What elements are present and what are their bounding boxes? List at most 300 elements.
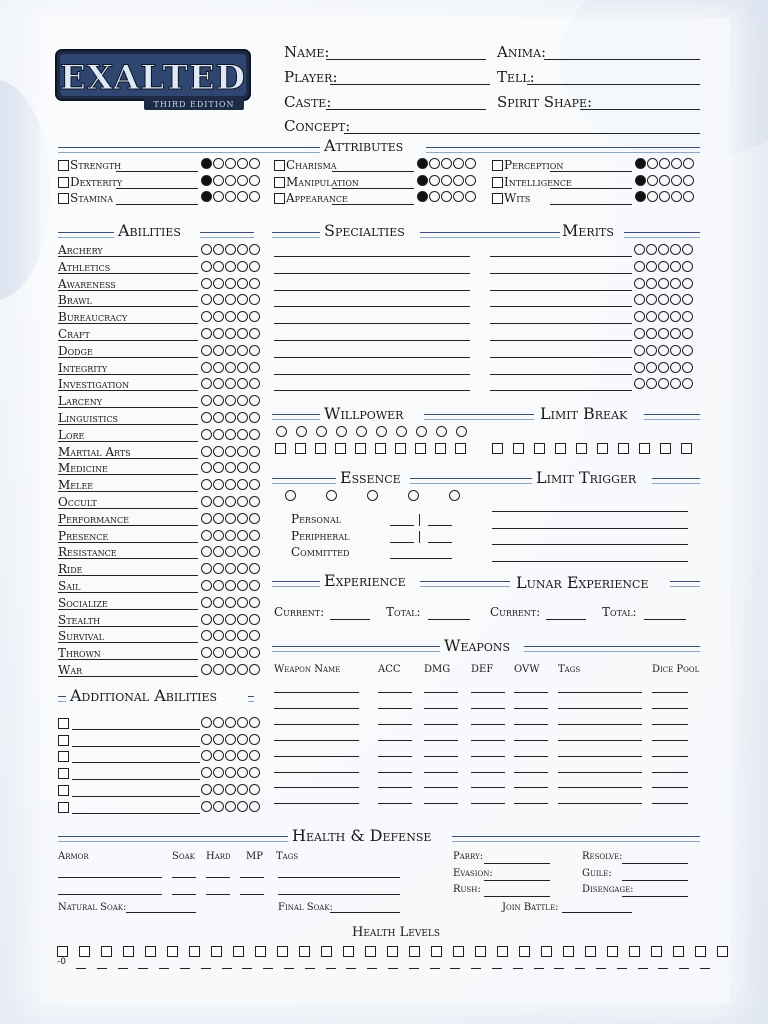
dot[interactable] bbox=[213, 294, 224, 305]
health-penalty-line[interactable] bbox=[596, 968, 606, 969]
dot[interactable] bbox=[634, 261, 645, 272]
dot[interactable] bbox=[213, 546, 224, 557]
additional-ability-checkbox[interactable] bbox=[58, 768, 69, 779]
dot[interactable] bbox=[659, 191, 670, 202]
armor-mp-line[interactable] bbox=[240, 894, 264, 895]
ability-line[interactable] bbox=[58, 642, 198, 643]
merit-line[interactable] bbox=[490, 357, 632, 358]
ability-dots[interactable] bbox=[201, 362, 261, 377]
dot[interactable] bbox=[249, 664, 260, 675]
weapon-cell[interactable] bbox=[424, 787, 458, 788]
dot[interactable] bbox=[225, 175, 236, 186]
ability-line[interactable] bbox=[58, 390, 198, 391]
header-field-input[interactable] bbox=[527, 84, 700, 85]
dot[interactable] bbox=[683, 175, 694, 186]
health-penalty-line[interactable] bbox=[346, 968, 356, 969]
limit-trigger-line[interactable] bbox=[492, 511, 688, 512]
favored-checkbox[interactable] bbox=[274, 193, 285, 204]
dot[interactable] bbox=[429, 175, 440, 186]
dot[interactable] bbox=[249, 412, 260, 423]
weapon-cell[interactable] bbox=[514, 803, 548, 804]
ability-line[interactable] bbox=[58, 374, 198, 375]
specialty-line[interactable] bbox=[274, 290, 470, 291]
health-box[interactable] bbox=[475, 946, 486, 957]
limit-trigger-line[interactable] bbox=[492, 544, 688, 545]
weapon-cell[interactable] bbox=[514, 772, 548, 773]
merit-dots[interactable] bbox=[634, 311, 694, 326]
armor-tags-line[interactable] bbox=[278, 894, 400, 895]
additional-ability-checkbox[interactable] bbox=[58, 751, 69, 762]
ability-dots[interactable] bbox=[201, 664, 261, 679]
weapon-cell[interactable] bbox=[652, 740, 688, 741]
additional-ability-dots[interactable] bbox=[201, 767, 261, 782]
additional-ability-dots[interactable] bbox=[201, 784, 261, 799]
dot[interactable] bbox=[646, 294, 657, 305]
weapon-cell[interactable] bbox=[424, 772, 458, 773]
attribute-dots[interactable] bbox=[201, 175, 261, 190]
weapon-cell[interactable] bbox=[471, 724, 505, 725]
dot[interactable] bbox=[635, 175, 646, 186]
health-box[interactable] bbox=[431, 946, 442, 957]
dot[interactable] bbox=[417, 158, 428, 169]
additional-ability-checkbox[interactable] bbox=[58, 735, 69, 746]
dot[interactable] bbox=[237, 244, 248, 255]
health-box[interactable] bbox=[607, 946, 618, 957]
ability-line[interactable] bbox=[58, 340, 198, 341]
favored-checkbox[interactable] bbox=[492, 160, 503, 171]
attribute-dots[interactable] bbox=[417, 158, 477, 173]
dot[interactable] bbox=[634, 278, 645, 289]
weapon-cell[interactable] bbox=[274, 724, 359, 725]
additional-ability-name[interactable] bbox=[72, 746, 200, 747]
dot[interactable] bbox=[646, 261, 657, 272]
merit-line[interactable] bbox=[490, 340, 632, 341]
weapon-cell[interactable] bbox=[514, 724, 548, 725]
ability-dots[interactable] bbox=[201, 563, 261, 578]
dot[interactable] bbox=[647, 191, 658, 202]
attribute-dots[interactable] bbox=[417, 191, 477, 206]
weapon-cell[interactable] bbox=[471, 740, 505, 741]
dot[interactable] bbox=[213, 345, 224, 356]
dot[interactable] bbox=[213, 513, 224, 524]
dot[interactable] bbox=[201, 530, 212, 541]
specialty-line[interactable] bbox=[274, 374, 470, 375]
specialty-line[interactable] bbox=[274, 323, 470, 324]
dot[interactable] bbox=[249, 191, 260, 202]
dot[interactable] bbox=[646, 311, 657, 322]
dot[interactable] bbox=[225, 158, 236, 169]
header-field-input[interactable] bbox=[580, 109, 700, 110]
health-box[interactable] bbox=[189, 946, 200, 957]
dot[interactable] bbox=[201, 767, 212, 778]
favored-checkbox[interactable] bbox=[274, 177, 285, 188]
dot[interactable] bbox=[201, 597, 212, 608]
health-penalty-line[interactable] bbox=[554, 968, 564, 969]
weapon-cell[interactable] bbox=[558, 708, 642, 709]
dot[interactable] bbox=[225, 462, 236, 473]
health-box[interactable] bbox=[387, 946, 398, 957]
dot[interactable] bbox=[237, 158, 248, 169]
merit-line[interactable] bbox=[490, 374, 632, 375]
dot[interactable] bbox=[237, 580, 248, 591]
weapon-cell[interactable] bbox=[652, 692, 688, 693]
ability-dots[interactable] bbox=[201, 580, 261, 595]
ability-dots[interactable] bbox=[201, 597, 261, 612]
health-box[interactable] bbox=[57, 946, 68, 957]
dot[interactable] bbox=[225, 750, 236, 761]
dot[interactable] bbox=[201, 345, 212, 356]
defense-input[interactable] bbox=[622, 880, 688, 881]
ability-dots[interactable] bbox=[201, 395, 261, 410]
dot[interactable] bbox=[682, 261, 693, 272]
specialty-line[interactable] bbox=[274, 357, 470, 358]
checkbox[interactable] bbox=[415, 443, 426, 454]
health-box[interactable] bbox=[233, 946, 244, 957]
dot[interactable] bbox=[213, 630, 224, 641]
dot[interactable] bbox=[237, 630, 248, 641]
dot[interactable] bbox=[249, 614, 260, 625]
dot[interactable] bbox=[225, 563, 236, 574]
dot[interactable] bbox=[237, 278, 248, 289]
dot[interactable] bbox=[249, 446, 260, 457]
dot[interactable] bbox=[249, 479, 260, 490]
dot[interactable] bbox=[682, 345, 693, 356]
dot[interactable] bbox=[646, 278, 657, 289]
ability-line[interactable] bbox=[58, 558, 198, 559]
dot[interactable] bbox=[670, 362, 681, 373]
dot[interactable] bbox=[249, 717, 260, 728]
weapon-cell[interactable] bbox=[274, 708, 359, 709]
ability-dots[interactable] bbox=[201, 513, 261, 528]
favored-checkbox[interactable] bbox=[492, 193, 503, 204]
dot[interactable] bbox=[225, 614, 236, 625]
dot[interactable] bbox=[201, 750, 212, 761]
dot[interactable] bbox=[249, 513, 260, 524]
dot[interactable] bbox=[201, 580, 212, 591]
weapon-cell[interactable] bbox=[274, 692, 359, 693]
weapon-cell[interactable] bbox=[558, 692, 642, 693]
dot[interactable] bbox=[658, 244, 669, 255]
dot[interactable] bbox=[225, 294, 236, 305]
weapon-cell[interactable] bbox=[652, 724, 688, 725]
merit-line[interactable] bbox=[490, 273, 632, 274]
dot[interactable] bbox=[225, 767, 236, 778]
dot[interactable] bbox=[237, 395, 248, 406]
attribute-dots[interactable] bbox=[635, 175, 695, 190]
dot[interactable] bbox=[213, 597, 224, 608]
dot[interactable] bbox=[671, 158, 682, 169]
dot[interactable] bbox=[225, 345, 236, 356]
dot[interactable] bbox=[326, 490, 337, 501]
dot[interactable] bbox=[237, 750, 248, 761]
ability-line[interactable] bbox=[58, 491, 198, 492]
merit-dots[interactable] bbox=[634, 294, 694, 309]
dot[interactable] bbox=[201, 158, 212, 169]
health-box[interactable] bbox=[211, 946, 222, 957]
armor-tags-line[interactable] bbox=[278, 877, 400, 878]
checkbox[interactable] bbox=[534, 443, 545, 454]
ability-line[interactable] bbox=[58, 273, 198, 274]
ability-line[interactable] bbox=[58, 676, 198, 677]
dot[interactable] bbox=[225, 734, 236, 745]
dot[interactable] bbox=[249, 311, 260, 322]
health-box[interactable] bbox=[717, 946, 728, 957]
merit-dots[interactable] bbox=[634, 328, 694, 343]
weapon-cell[interactable] bbox=[471, 787, 505, 788]
dot[interactable] bbox=[249, 546, 260, 557]
health-penalty-line[interactable] bbox=[326, 968, 336, 969]
health-penalty-line[interactable] bbox=[700, 968, 710, 969]
dot[interactable] bbox=[237, 784, 248, 795]
weapon-cell[interactable] bbox=[471, 756, 505, 757]
attribute-dots[interactable] bbox=[635, 158, 695, 173]
dot[interactable] bbox=[249, 244, 260, 255]
dot[interactable] bbox=[670, 328, 681, 339]
dot[interactable] bbox=[249, 294, 260, 305]
health-box[interactable] bbox=[321, 946, 332, 957]
dot[interactable] bbox=[465, 191, 476, 202]
dot[interactable] bbox=[237, 647, 248, 658]
health-box[interactable] bbox=[585, 946, 596, 957]
dot[interactable] bbox=[213, 175, 224, 186]
dot[interactable] bbox=[201, 614, 212, 625]
defense-input[interactable] bbox=[484, 896, 550, 897]
weapon-cell[interactable] bbox=[378, 756, 412, 757]
health-penalty-line[interactable] bbox=[97, 968, 107, 969]
dot[interactable] bbox=[213, 614, 224, 625]
dot[interactable] bbox=[249, 597, 260, 608]
merit-line[interactable] bbox=[490, 390, 632, 391]
weapon-cell[interactable] bbox=[274, 787, 359, 788]
health-penalty-line[interactable] bbox=[222, 968, 232, 969]
xp-current-input[interactable] bbox=[546, 619, 586, 620]
dot[interactable] bbox=[225, 784, 236, 795]
health-penalty-line[interactable] bbox=[242, 968, 252, 969]
xp-total-input[interactable] bbox=[428, 619, 470, 620]
ability-dots[interactable] bbox=[201, 546, 261, 561]
merit-dots[interactable] bbox=[634, 278, 694, 293]
dot[interactable] bbox=[658, 345, 669, 356]
weapon-cell[interactable] bbox=[652, 787, 688, 788]
join-battle-input[interactable] bbox=[562, 912, 632, 913]
health-penalty-line[interactable] bbox=[679, 968, 689, 969]
dot[interactable] bbox=[213, 563, 224, 574]
health-box[interactable] bbox=[409, 946, 420, 957]
limit-trigger-line[interactable] bbox=[492, 561, 688, 562]
limit-trigger-line[interactable] bbox=[492, 528, 688, 529]
dot[interactable] bbox=[201, 446, 212, 457]
dot[interactable] bbox=[249, 767, 260, 778]
additional-ability-dots[interactable] bbox=[201, 801, 261, 816]
dot[interactable] bbox=[249, 261, 260, 272]
dot[interactable] bbox=[225, 446, 236, 457]
dot[interactable] bbox=[201, 328, 212, 339]
dot[interactable] bbox=[225, 664, 236, 675]
dot[interactable] bbox=[634, 362, 645, 373]
health-penalty-line[interactable] bbox=[471, 968, 481, 969]
weapon-cell[interactable] bbox=[558, 756, 642, 757]
dot[interactable] bbox=[296, 426, 307, 437]
dot[interactable] bbox=[237, 597, 248, 608]
dot[interactable] bbox=[225, 362, 236, 373]
essence-committed-line[interactable] bbox=[390, 558, 452, 559]
dot[interactable] bbox=[249, 530, 260, 541]
dot[interactable] bbox=[249, 328, 260, 339]
health-box[interactable] bbox=[123, 946, 134, 957]
health-box[interactable] bbox=[255, 946, 266, 957]
health-penalty-line[interactable] bbox=[575, 968, 585, 969]
health-penalty-line[interactable] bbox=[638, 968, 648, 969]
dot[interactable] bbox=[634, 345, 645, 356]
dot[interactable] bbox=[213, 278, 224, 289]
dot[interactable] bbox=[237, 429, 248, 440]
favored-checkbox[interactable] bbox=[274, 160, 285, 171]
health-penalty-line[interactable] bbox=[617, 968, 627, 969]
checkbox[interactable] bbox=[355, 443, 366, 454]
dot[interactable] bbox=[201, 563, 212, 574]
ability-dots[interactable] bbox=[201, 345, 261, 360]
dot[interactable] bbox=[671, 191, 682, 202]
checkbox[interactable] bbox=[555, 443, 566, 454]
dot[interactable] bbox=[201, 630, 212, 641]
attribute-dots[interactable] bbox=[201, 158, 261, 173]
checkbox[interactable] bbox=[513, 443, 524, 454]
dot[interactable] bbox=[213, 479, 224, 490]
checkbox[interactable] bbox=[395, 443, 406, 454]
ability-dots[interactable] bbox=[201, 378, 261, 393]
dot[interactable] bbox=[408, 490, 419, 501]
dot[interactable] bbox=[201, 362, 212, 373]
header-field-input[interactable] bbox=[326, 109, 486, 110]
dot[interactable] bbox=[682, 362, 693, 373]
health-penalty-line[interactable] bbox=[658, 968, 668, 969]
dot[interactable] bbox=[249, 395, 260, 406]
checkbox[interactable] bbox=[660, 443, 671, 454]
dot[interactable] bbox=[249, 429, 260, 440]
dot[interactable] bbox=[396, 426, 407, 437]
health-penalty-line[interactable] bbox=[450, 968, 460, 969]
specialty-line[interactable] bbox=[274, 340, 470, 341]
weapon-cell[interactable] bbox=[424, 692, 458, 693]
dot[interactable] bbox=[225, 191, 236, 202]
dot[interactable] bbox=[237, 767, 248, 778]
dot[interactable] bbox=[225, 378, 236, 389]
dot[interactable] bbox=[646, 362, 657, 373]
dot[interactable] bbox=[658, 261, 669, 272]
header-field-input[interactable] bbox=[326, 59, 486, 60]
health-penalty-line[interactable] bbox=[118, 968, 128, 969]
dot[interactable] bbox=[336, 426, 347, 437]
dot[interactable] bbox=[658, 294, 669, 305]
dot[interactable] bbox=[683, 191, 694, 202]
dot[interactable] bbox=[225, 311, 236, 322]
dot[interactable] bbox=[237, 664, 248, 675]
dot[interactable] bbox=[376, 426, 387, 437]
weapon-cell[interactable] bbox=[652, 803, 688, 804]
weapon-cell[interactable] bbox=[378, 692, 412, 693]
dot[interactable] bbox=[201, 311, 212, 322]
dot[interactable] bbox=[213, 446, 224, 457]
weapon-cell[interactable] bbox=[378, 787, 412, 788]
merit-line[interactable] bbox=[490, 306, 632, 307]
weapon-cell[interactable] bbox=[558, 772, 642, 773]
dot[interactable] bbox=[213, 664, 224, 675]
dot[interactable] bbox=[237, 614, 248, 625]
dot[interactable] bbox=[456, 426, 467, 437]
ability-dots[interactable] bbox=[201, 244, 261, 259]
dot[interactable] bbox=[201, 734, 212, 745]
dot[interactable] bbox=[201, 479, 212, 490]
dot[interactable] bbox=[276, 426, 287, 437]
health-box[interactable] bbox=[145, 946, 156, 957]
ability-line[interactable] bbox=[58, 441, 198, 442]
dot[interactable] bbox=[213, 784, 224, 795]
health-box[interactable] bbox=[365, 946, 376, 957]
dot[interactable] bbox=[237, 530, 248, 541]
health-penalty-line[interactable] bbox=[409, 968, 419, 969]
dot[interactable] bbox=[225, 278, 236, 289]
ability-line[interactable] bbox=[58, 357, 198, 358]
weapon-cell[interactable] bbox=[652, 772, 688, 773]
dot[interactable] bbox=[683, 158, 694, 169]
dot[interactable] bbox=[367, 490, 378, 501]
ability-dots[interactable] bbox=[201, 530, 261, 545]
dot[interactable] bbox=[225, 395, 236, 406]
checkbox[interactable] bbox=[315, 443, 326, 454]
dot[interactable] bbox=[201, 278, 212, 289]
dot[interactable] bbox=[237, 801, 248, 812]
attribute-line[interactable] bbox=[332, 188, 414, 189]
dot[interactable] bbox=[225, 429, 236, 440]
health-box[interactable] bbox=[453, 946, 464, 957]
dot[interactable] bbox=[201, 462, 212, 473]
dot[interactable] bbox=[635, 191, 646, 202]
dot[interactable] bbox=[213, 767, 224, 778]
dot[interactable] bbox=[213, 158, 224, 169]
natural-soak-input[interactable] bbox=[126, 912, 196, 913]
dot[interactable] bbox=[441, 191, 452, 202]
attribute-line[interactable] bbox=[332, 204, 414, 205]
weapon-cell[interactable] bbox=[424, 740, 458, 741]
ability-dots[interactable] bbox=[201, 328, 261, 343]
weapon-cell[interactable] bbox=[471, 803, 505, 804]
dot[interactable] bbox=[249, 345, 260, 356]
dot[interactable] bbox=[225, 530, 236, 541]
dot[interactable] bbox=[213, 647, 224, 658]
header-field-input[interactable] bbox=[544, 59, 700, 60]
dot[interactable] bbox=[213, 244, 224, 255]
health-penalty-line[interactable] bbox=[263, 968, 273, 969]
dot[interactable] bbox=[465, 175, 476, 186]
dot[interactable] bbox=[647, 158, 658, 169]
checkbox[interactable] bbox=[597, 443, 608, 454]
dot[interactable] bbox=[249, 734, 260, 745]
armor-name-line[interactable] bbox=[58, 877, 162, 878]
dot[interactable] bbox=[634, 328, 645, 339]
checkbox[interactable] bbox=[435, 443, 446, 454]
dot[interactable] bbox=[237, 563, 248, 574]
xp-current-input[interactable] bbox=[330, 619, 370, 620]
ability-line[interactable] bbox=[58, 290, 198, 291]
dot[interactable] bbox=[441, 175, 452, 186]
dot[interactable] bbox=[237, 479, 248, 490]
weapon-cell[interactable] bbox=[558, 787, 642, 788]
armor-soak-line[interactable] bbox=[172, 877, 196, 878]
dot[interactable] bbox=[429, 158, 440, 169]
additional-ability-name[interactable] bbox=[72, 729, 200, 730]
dot[interactable] bbox=[249, 158, 260, 169]
weapon-cell[interactable] bbox=[514, 708, 548, 709]
